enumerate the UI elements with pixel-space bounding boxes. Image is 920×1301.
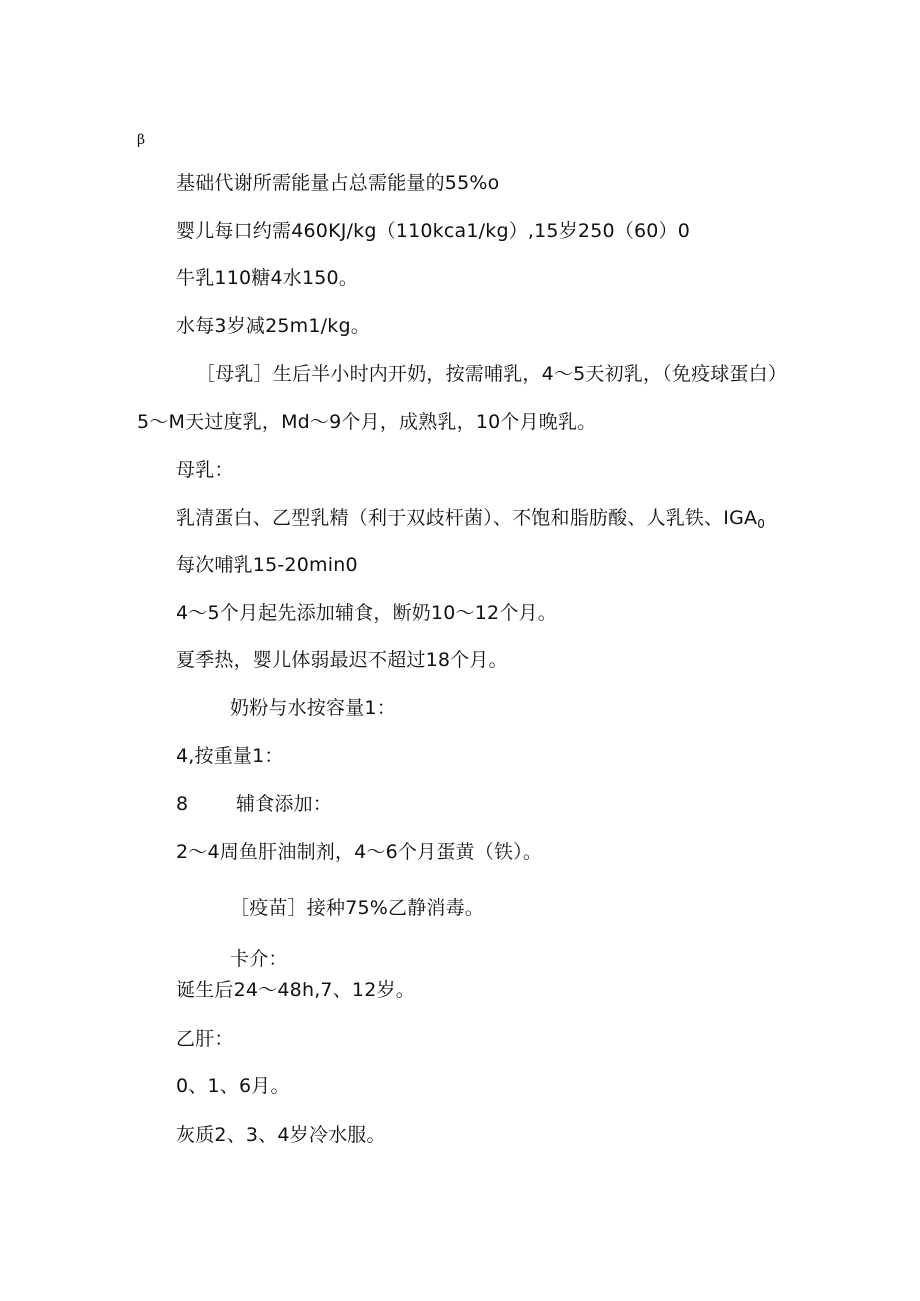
text-line-body: 乳清蛋白、乙型乳精（利于双歧杆菌）、不饱和脂肪酸、人乳铁、IGA bbox=[176, 507, 758, 529]
corner-mark: β bbox=[137, 132, 146, 148]
text-line: 每次哺乳15-20min0 bbox=[176, 554, 358, 576]
text-line: 5〜M天过度乳，Md〜9个月，成熟乳，10个月晚乳。 bbox=[137, 411, 597, 433]
text-line: 基础代谢所需能量占总需能量的55%o bbox=[176, 172, 500, 194]
subscript: 0 bbox=[757, 517, 766, 531]
text-line: ［疫苗］接种75%乙静消毒。 bbox=[230, 897, 485, 919]
text-line: 水每3岁减25m1/kg。 bbox=[176, 315, 370, 337]
text-line: 2〜4周鱼肝油制剂，4〜6个月蛋黄（铁）。 bbox=[176, 841, 543, 863]
text-line: 灰质2、3、4岁冷水服。 bbox=[176, 1124, 386, 1146]
text-line: 诞生后24〜48h,7、12岁。 bbox=[176, 979, 415, 1001]
text-line: 辅食添加： bbox=[236, 793, 333, 815]
text-line: 8 bbox=[176, 793, 189, 815]
text-line: 乙肝： bbox=[176, 1028, 234, 1050]
text-line: 4,按重量1： bbox=[176, 745, 284, 767]
text-line: 奶粉与水按容量1： bbox=[230, 697, 396, 719]
text-line: 卡介： bbox=[230, 948, 288, 970]
text-line bbox=[176, 506, 765, 530]
text-line: ［母乳］生后半小时内开奶，按需哺乳，4〜5天初乳，（免疫球蛋白） bbox=[196, 363, 788, 385]
text-line: 夏季热，婴儿体弱最迟不超过18个月。 bbox=[176, 649, 508, 671]
text-line: 4〜5个月起先添加辅食，断奶10〜12个月。 bbox=[176, 602, 557, 624]
text-line: 0、1、6月。 bbox=[176, 1075, 290, 1097]
text-line: 母乳： bbox=[176, 459, 234, 481]
text-line: 牛乳110糖4水150。 bbox=[176, 267, 359, 289]
text-line: 婴儿每口约需460KJ/kg（110kca1/kg）,15岁250（60）0 bbox=[176, 220, 691, 242]
